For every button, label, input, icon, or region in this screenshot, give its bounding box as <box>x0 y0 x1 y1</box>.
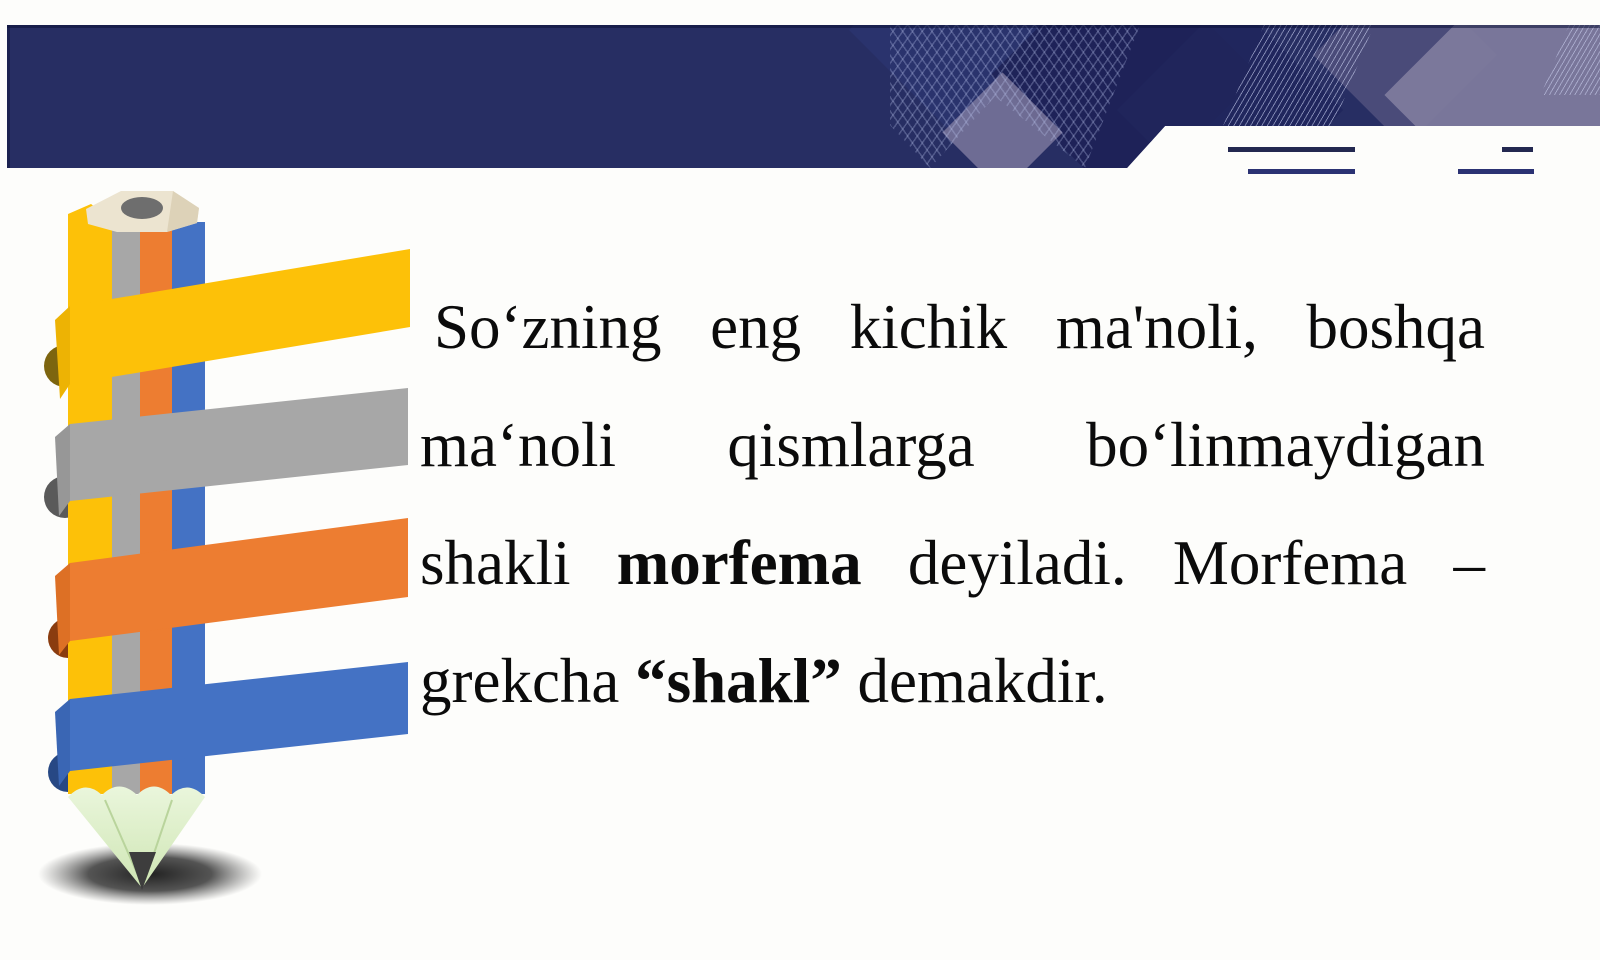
text-line-2-content: maʻnoli qismlarga boʻlinmaydigan <box>420 410 1485 480</box>
header-band <box>0 0 1600 168</box>
header-underline-dash-4 <box>1458 169 1534 174</box>
header-left-edge <box>7 25 10 168</box>
header-underline-dash-2 <box>1248 169 1355 174</box>
header-underline-dash-3 <box>1502 147 1533 152</box>
pencil-ribbons-graphic <box>35 182 420 917</box>
text-line-2 <box>420 386 1485 504</box>
header-underline-dash-1 <box>1228 147 1355 152</box>
pencil-top <box>86 191 199 232</box>
text-line-3-bold-morfema: morfema <box>616 528 862 598</box>
text-line-1-content: Soʻzning eng kichik ma'noli, boshqa <box>434 292 1485 362</box>
text-line-4 <box>420 622 1485 740</box>
text-line-3-pre: shakli <box>420 528 617 598</box>
body-text <box>420 268 1485 740</box>
pencil-top-graphite-oval <box>121 197 163 219</box>
text-line-4-pre: grekcha <box>420 646 636 716</box>
header-top-edge <box>7 25 1600 28</box>
text-line-1 <box>420 268 1485 386</box>
text-line-3-post: deyiladi. Morfema – <box>861 528 1485 598</box>
text-line-4-bold-shakl: “shakl” <box>635 646 842 716</box>
text-line-4-post: demakdir. <box>841 646 1108 716</box>
text-line-3 <box>420 504 1485 622</box>
